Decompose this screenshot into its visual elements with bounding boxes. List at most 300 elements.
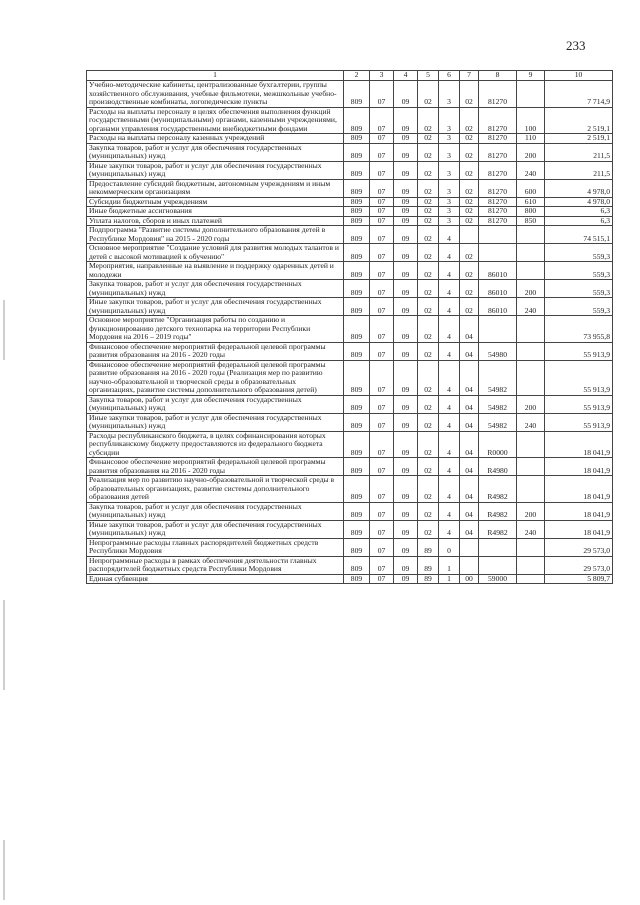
row-name: Учебно-методические кабинеты, централизованные бухгалтерии, группы хозяйственного обслуживания, учебные фильмотеки, межшкольные учебно-производственные комбинаты, логопедические пункты [87,81,344,108]
cell-subprogram: 4 [439,431,460,458]
table-row [87,280,613,298]
cell-subprogram: 4 [439,244,460,262]
cell-direction: R4982 [479,520,517,538]
cell-subprogram: 4 [439,262,460,280]
cell-ministry: 809 [344,216,370,226]
cell-subsection: 09 [394,520,418,538]
row-name: Закупка товаров, работ и услуг для обеспечения государственных (муниципальных) нужд [87,143,344,161]
cell-subprogram: 3 [439,161,460,179]
cell-section: 07 [370,134,394,144]
cell-expense-type [517,538,545,556]
cell-subsection: 09 [394,161,418,179]
cell-direction: 81270 [479,197,517,207]
cell-expense-type: 200 [517,143,545,161]
cell-amount: 73 955,8 [545,316,613,343]
cell-expense-type: 110 [517,134,545,144]
cell-expense-type: 240 [517,298,545,316]
cell-program: 02 [418,107,439,134]
cell-section: 07 [370,342,394,360]
cell-ministry: 809 [344,574,370,584]
cell-activity: 04 [460,431,479,458]
cell-expense-type: 240 [517,520,545,538]
cell-section: 07 [370,502,394,520]
cell-ministry: 809 [344,179,370,197]
cell-activity: 02 [460,107,479,134]
cell-ministry: 809 [344,134,370,144]
cell-section: 07 [370,298,394,316]
cell-subprogram: 4 [439,280,460,298]
cell-subsection: 09 [394,342,418,360]
cell-ministry: 809 [344,360,370,395]
cell-ministry: 809 [344,280,370,298]
cell-subprogram: 0 [439,538,460,556]
cell-expense-type [517,262,545,280]
cell-program: 02 [418,476,439,503]
row-name: Расходы республиканского бюджета, в целях софинансирования которых республиканскому бюджету предоставляются из федерального бюджета субсидии [87,431,344,458]
row-name: Финансовое обеспечение мероприятий федеральной целевой программы развития образования на 2016 - 2020 годы [87,458,344,476]
cell-subprogram: 3 [439,179,460,197]
table-row [87,556,613,574]
cell-activity: 02 [460,280,479,298]
row-name: Подпрограмма "Развитие системы дополнительного образования детей в Республике Мордовия" на 2015 - 2020 годы [87,226,344,244]
cell-expense-type [517,342,545,360]
row-name: Предоставление субсидий бюджетным, автономным учреждениям и иным некоммерческим организациям [87,179,344,197]
cell-expense-type: 610 [517,197,545,207]
cell-activity: 04 [460,395,479,413]
cell-activity: 02 [460,298,479,316]
cell-section: 07 [370,244,394,262]
cell-section: 07 [370,538,394,556]
cell-section: 07 [370,179,394,197]
table-row [87,207,613,217]
cell-amount: 559,3 [545,262,613,280]
cell-subsection: 09 [394,556,418,574]
cell-activity: 02 [460,179,479,197]
cell-subprogram: 3 [439,107,460,134]
row-name: Иные закупки товаров, работ и услуг для обеспечения государственных (муниципальных) нужд [87,520,344,538]
table-row [87,298,613,316]
cell-subprogram: 1 [439,574,460,584]
table-row [87,520,613,538]
cell-program: 89 [418,574,439,584]
cell-subsection: 09 [394,244,418,262]
cell-activity: 02 [460,81,479,108]
page-number: 233 [566,38,586,53]
cell-activity [460,226,479,244]
cell-activity: 02 [460,244,479,262]
cell-section: 07 [370,316,394,343]
cell-program: 02 [418,143,439,161]
cell-amount: 559,3 [545,280,613,298]
cell-program: 02 [418,226,439,244]
cell-expense-type: 850 [517,216,545,226]
cell-direction [479,556,517,574]
table-row [87,81,613,108]
cell-amount: 18 041,9 [545,502,613,520]
cell-activity: 00 [460,574,479,584]
cell-amount: 559,3 [545,244,613,262]
cell-subsection: 09 [394,538,418,556]
cell-activity: 02 [460,197,479,207]
table-row [87,502,613,520]
table-row [87,476,613,503]
cell-section: 07 [370,197,394,207]
table-row [87,342,613,360]
cell-activity: 02 [460,262,479,280]
cell-subsection: 09 [394,502,418,520]
cell-program: 02 [418,413,439,431]
cell-subprogram: 3 [439,81,460,108]
cell-subsection: 09 [394,280,418,298]
cell-program: 02 [418,360,439,395]
cell-ministry: 809 [344,161,370,179]
cell-subsection: 09 [394,226,418,244]
table-row [87,107,613,134]
cell-direction: 86010 [479,280,517,298]
scan-edge-mark [3,600,5,690]
cell-subsection: 09 [394,179,418,197]
cell-direction: R4982 [479,476,517,503]
cell-activity: 02 [460,207,479,217]
cell-ministry: 809 [344,458,370,476]
column-header: 9 [517,71,545,81]
cell-program: 02 [418,431,439,458]
cell-subprogram: 3 [439,207,460,217]
row-name: Иные закупки товаров, работ и услуг для обеспечения государственных (муниципальных) нужд [87,161,344,179]
row-name: Субсидии бюджетным учреждениям [87,197,344,207]
cell-section: 07 [370,360,394,395]
column-header: 7 [460,71,479,81]
table-row [87,431,613,458]
cell-direction: R4980 [479,458,517,476]
cell-amount: 4 978,0 [545,179,613,197]
table-row [87,244,613,262]
cell-direction: 81270 [479,107,517,134]
cell-amount: 55 913,9 [545,360,613,395]
cell-section: 07 [370,556,394,574]
cell-activity: 04 [460,360,479,395]
cell-amount: 2 519,1 [545,107,613,134]
cell-ministry: 809 [344,316,370,343]
cell-program: 89 [418,538,439,556]
cell-ministry: 809 [344,502,370,520]
table-row [87,179,613,197]
cell-ministry: 809 [344,197,370,207]
cell-direction: 81270 [479,207,517,217]
column-header: 2 [344,71,370,81]
cell-ministry: 809 [344,207,370,217]
cell-program: 02 [418,179,439,197]
cell-activity: 04 [460,413,479,431]
cell-subsection: 09 [394,81,418,108]
cell-direction: 81270 [479,179,517,197]
cell-direction: 81270 [479,143,517,161]
table-row [87,143,613,161]
cell-direction: R4982 [479,502,517,520]
column-header: 3 [370,71,394,81]
cell-subsection: 09 [394,574,418,584]
cell-program: 02 [418,502,439,520]
cell-amount: 6,3 [545,207,613,217]
cell-direction [479,244,517,262]
cell-expense-type: 240 [517,161,545,179]
cell-program: 02 [418,134,439,144]
cell-subprogram: 4 [439,226,460,244]
cell-ministry: 809 [344,431,370,458]
cell-ministry: 809 [344,538,370,556]
cell-section: 07 [370,216,394,226]
row-name: Мероприятия, направленные на выявление и поддержку одаренных детей и молодежи [87,262,344,280]
cell-subsection: 09 [394,476,418,503]
cell-ministry: 809 [344,244,370,262]
cell-amount: 18 041,9 [545,520,613,538]
cell-subsection: 09 [394,413,418,431]
row-name: Иные закупки товаров, работ и услуг для обеспечения государственных (муниципальных) нужд [87,298,344,316]
cell-activity: 04 [460,502,479,520]
cell-program: 02 [418,81,439,108]
row-name: Финансовое обеспечение мероприятий федеральной целевой программы развития образования на 2016 - 2020 годы [87,342,344,360]
row-name: Реализация мер по развитию научно-образовательной и творческой среды в образовательных организациях, развитие системы дополнительного образования детей [87,476,344,503]
column-header: 4 [394,71,418,81]
row-name: Уплата налогов, сборов и иных платежей [87,216,344,226]
row-name: Непрограммные расходы в рамках обеспечения деятельности главных распорядителей бюджетных средств Республики Мордовия [87,556,344,574]
cell-expense-type: 200 [517,502,545,520]
cell-section: 07 [370,81,394,108]
header-row [87,71,613,81]
cell-program: 02 [418,298,439,316]
cell-direction: R0000 [479,431,517,458]
cell-program: 02 [418,161,439,179]
cell-amount: 18 041,9 [545,458,613,476]
cell-program: 89 [418,556,439,574]
cell-direction: 81270 [479,81,517,108]
column-header: 6 [439,71,460,81]
cell-ministry: 809 [344,262,370,280]
cell-amount: 55 913,9 [545,413,613,431]
cell-amount: 18 041,9 [545,431,613,458]
cell-amount: 6,3 [545,216,613,226]
column-header: 10 [545,71,613,81]
cell-direction: 54982 [479,413,517,431]
cell-subsection: 09 [394,143,418,161]
cell-expense-type [517,574,545,584]
cell-section: 07 [370,207,394,217]
cell-section: 07 [370,280,394,298]
cell-section: 07 [370,161,394,179]
cell-section: 07 [370,107,394,134]
table-row [87,161,613,179]
cell-subprogram: 3 [439,216,460,226]
cell-expense-type [517,81,545,108]
cell-section: 07 [370,574,394,584]
cell-expense-type: 240 [517,413,545,431]
cell-section: 07 [370,520,394,538]
column-header: 8 [479,71,517,81]
cell-activity: 02 [460,161,479,179]
cell-section: 07 [370,262,394,280]
cell-subsection: 09 [394,316,418,343]
cell-direction: 54982 [479,395,517,413]
row-name: Иные закупки товаров, работ и услуг для обеспечения государственных (муниципальных) нужд [87,413,344,431]
cell-subprogram: 1 [439,556,460,574]
scan-edge-mark [3,840,5,900]
cell-amount: 5 809,7 [545,574,613,584]
table-row [87,134,613,144]
cell-program: 02 [418,280,439,298]
cell-direction: 81270 [479,134,517,144]
cell-ministry: 809 [344,395,370,413]
cell-expense-type [517,431,545,458]
cell-program: 02 [418,207,439,217]
table-row [87,226,613,244]
row-name: Расходы на выплаты персоналу в целях обеспечения выполнения функций государственными (муниципальными) органами, казенными учреждениями, органами управления государственными внебюджетными фондами [87,107,344,134]
cell-amount: 55 913,9 [545,395,613,413]
cell-program: 02 [418,395,439,413]
cell-direction [479,226,517,244]
cell-program: 02 [418,458,439,476]
cell-amount: 55 913,9 [545,342,613,360]
cell-subprogram: 4 [439,342,460,360]
cell-subsection: 09 [394,207,418,217]
cell-subsection: 09 [394,395,418,413]
cell-section: 07 [370,413,394,431]
row-name: Единая субвенция [87,574,344,584]
table-row [87,574,613,584]
cell-direction: 81270 [479,216,517,226]
cell-ministry: 809 [344,226,370,244]
cell-amount: 29 573,0 [545,538,613,556]
cell-amount: 4 978,0 [545,197,613,207]
cell-program: 02 [418,520,439,538]
cell-section: 07 [370,226,394,244]
cell-amount: 211,5 [545,143,613,161]
cell-expense-type [517,556,545,574]
cell-ministry: 809 [344,107,370,134]
cell-activity: 02 [460,143,479,161]
column-header: 1 [87,71,344,81]
cell-expense-type [517,360,545,395]
row-name: Расходы на выплаты персоналу казенных учреждений [87,134,344,144]
cell-subprogram: 4 [439,476,460,503]
cell-ministry: 809 [344,556,370,574]
cell-program: 02 [418,216,439,226]
cell-activity: 04 [460,476,479,503]
cell-subprogram: 3 [439,197,460,207]
cell-expense-type [517,458,545,476]
row-name: Закупка товаров, работ и услуг для обеспечения государственных (муниципальных) нужд [87,395,344,413]
cell-direction: 81270 [479,161,517,179]
row-name: Непрограммные расходы главных распорядителей бюджетных средств Республики Мордовия [87,538,344,556]
cell-activity: 04 [460,342,479,360]
cell-subprogram: 4 [439,395,460,413]
cell-ministry: 809 [344,298,370,316]
cell-subsection: 09 [394,262,418,280]
cell-subsection: 09 [394,431,418,458]
cell-subprogram: 4 [439,458,460,476]
cell-amount: 74 515,1 [545,226,613,244]
cell-activity [460,538,479,556]
cell-program: 02 [418,244,439,262]
cell-section: 07 [370,143,394,161]
cell-ministry: 809 [344,413,370,431]
cell-subprogram: 4 [439,520,460,538]
cell-expense-type: 200 [517,395,545,413]
cell-amount: 2 519,1 [545,134,613,144]
scan-edge-mark [3,300,5,360]
row-name: Основное мероприятие "Создание условий для развития молодых талантов и детей с высокой мотивацией к обучению" [87,244,344,262]
row-name: Основное мероприятие "Организация работы по созданию и функционированию детского технопарка на территории Республики Мордовия на 2016 – 2019 годы" [87,316,344,343]
budget-table [86,70,613,584]
cell-program: 02 [418,316,439,343]
cell-subprogram: 3 [439,143,460,161]
cell-ministry: 809 [344,342,370,360]
cell-subsection: 09 [394,216,418,226]
cell-subsection: 09 [394,107,418,134]
cell-program: 02 [418,342,439,360]
cell-program: 02 [418,197,439,207]
cell-activity: 04 [460,520,479,538]
cell-section: 07 [370,476,394,503]
cell-direction: 54982 [479,360,517,395]
cell-expense-type: 200 [517,280,545,298]
table-row [87,538,613,556]
cell-ministry: 809 [344,476,370,503]
cell-direction [479,538,517,556]
cell-amount: 29 573,0 [545,556,613,574]
cell-expense-type [517,226,545,244]
cell-program: 02 [418,262,439,280]
cell-activity [460,556,479,574]
row-name: Финансовое обеспечение мероприятий федеральной целевой программы развитие образования на 2016 - 2020 годы (Реализация мер по развитию научно-образовательной и творческой среды в образовательных организациях, развитие системы дополнительного образования детей) [87,360,344,395]
cell-expense-type: 600 [517,179,545,197]
table-row [87,360,613,395]
table-row [87,262,613,280]
cell-subsection: 09 [394,360,418,395]
cell-direction: 86010 [479,262,517,280]
cell-expense-type [517,476,545,503]
row-name: Иные бюджетные ассигнования [87,207,344,217]
row-name: Закупка товаров, работ и услуг для обеспечения государственных (муниципальных) нужд [87,502,344,520]
cell-activity: 04 [460,458,479,476]
table-row [87,316,613,343]
cell-activity: 02 [460,216,479,226]
table-row [87,413,613,431]
cell-ministry: 809 [344,143,370,161]
cell-subsection: 09 [394,298,418,316]
cell-expense-type: 800 [517,207,545,217]
cell-ministry: 809 [344,520,370,538]
cell-subsection: 09 [394,458,418,476]
cell-activity: 04 [460,316,479,343]
cell-direction: 86010 [479,298,517,316]
cell-section: 07 [370,431,394,458]
cell-subprogram: 4 [439,360,460,395]
table-row [87,458,613,476]
cell-subsection: 09 [394,197,418,207]
cell-direction: 54980 [479,342,517,360]
cell-activity: 02 [460,134,479,144]
column-header: 5 [418,71,439,81]
cell-amount: 559,3 [545,298,613,316]
cell-expense-type: 100 [517,107,545,134]
cell-expense-type [517,244,545,262]
cell-direction: 59000 [479,574,517,584]
cell-expense-type [517,316,545,343]
cell-amount: 18 041,9 [545,476,613,503]
cell-subprogram: 4 [439,413,460,431]
cell-subprogram: 4 [439,502,460,520]
cell-section: 07 [370,395,394,413]
